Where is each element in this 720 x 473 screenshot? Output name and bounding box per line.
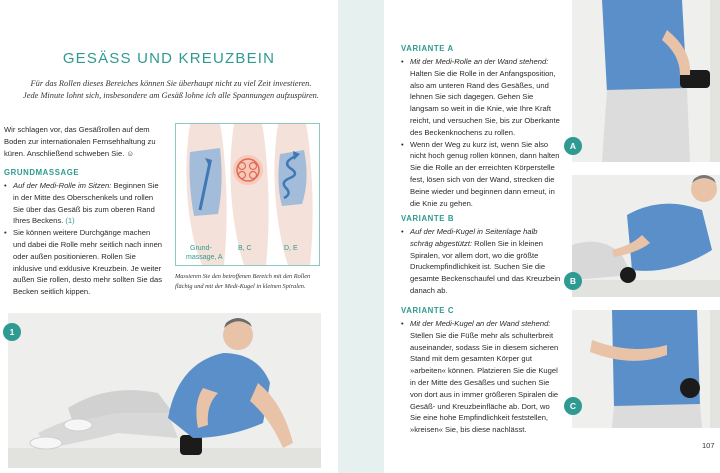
grundmassage-heading: GRUNDMASSAGE [4, 168, 80, 177]
legs-illustration [176, 124, 319, 265]
bullet-lead: Auf der Medi-Rolle im Sitzen: [13, 181, 112, 190]
bullet-text: Rollen Sie in kleinen Spiralen, vor allem dort, wo die größte Druckempfindlichkeit ist. Suchen Sie die gesamte Beckenschaufel und das Kreuzbein danach ab. [410, 238, 561, 295]
list-item [4, 180, 164, 227]
list-item [401, 56, 561, 139]
page-number: 107 [702, 441, 715, 450]
bullet-text: Stellen Sie die Füße mehr als schulterbreit auseinander, sodass Sie in diesem sicheren Stand mit dem gesamten Körper gut »arbeiten« können. Platzieren Sie die Kugel in der Mitte des Gesäßes und suchen Sie von dort aus in immer größeren Spiralen die Gesäß- und Kreuzbeinfläche ab. Dort, wo Sie eine hohe Empfindlichkeit feststellen, »kreisen« Sie, bis diese nachlässt. [410, 330, 559, 435]
bullet-lead: Mit der Medi-Kugel an der Wand stehend: [410, 319, 551, 328]
diagram-label-1a: Grund- [190, 245, 212, 252]
man-wall-roller-photo [572, 0, 720, 162]
man-wall-ball-photo [572, 310, 720, 428]
photo-variante-a [572, 0, 720, 162]
intro-line-1: Für das Rollen dieses Bereiches können Sie überhaupt nicht zu viel Zeit investieren. [30, 79, 312, 88]
photo-badge-b: B [564, 272, 582, 290]
variante-b-list [401, 226, 561, 297]
list-item [401, 139, 561, 210]
diagram-label-3: D, E [284, 245, 298, 252]
bullet-text: Sie können weitere Durchgänge machen und dabei die Rolle mehr seitlich nach innen oder außen positionieren. Rollen Sie inklusive und exklusive Kreuzbein. Je weiter außen Sie rollen, desto mehr sollten Sie das Becken seitlich kippen. [13, 228, 163, 297]
photo-reference: (1) [65, 216, 75, 226]
photo-grundmassage [8, 313, 321, 468]
diagram-caption: Massieren Sie den betroffenen Bereich mit den Rollen flächig und mit der Medi-Kugel in kleinen Spiralen. [175, 273, 311, 290]
photo-badge-c: C [564, 397, 582, 415]
photo-badge-a: A [564, 137, 582, 155]
list-item [401, 226, 561, 297]
man-rolling-photo [8, 313, 321, 468]
bullet-text: Wenn der Weg zu kurz ist, wenn Sie also nicht hoch genug rollen können, dann halten Sie die Rolle an der erreichten Körperstelle fest, lösen sich von der Wand, strecken die Beine wieder und beginnen dann erneut, in die Knie zu gehen. [410, 139, 560, 208]
bullet-lead: Mit der Medi-Rolle an der Wand stehend: [410, 57, 549, 66]
grundmassage-list [4, 180, 164, 298]
bullet-lead: Auf der Medi-Kugel in Seitenlage halb schräg abgestützt: [410, 227, 538, 248]
intro-paragraph: Wir schlagen vor, das Gesäßrollen auf dem Boden zur internationalen Fernsehhaltung zu küren. Anschließend schweben Sie. ☺ [4, 125, 156, 158]
diagram-label-2: B, C [238, 245, 252, 252]
intro-text [14, 78, 328, 102]
list-item [4, 227, 164, 298]
bullet-text: Halten Sie die Rolle in der Anfangsposition, also am unteren Rand des Gesäßes, und lehnen Sie sich dagegen. Gehen Sie langsam so weit in die Knie, wie Ihre Kraft reicht, und versuchen Sie, bis zur Oberkante des Beckenknochens zu rollen. [410, 68, 560, 137]
photo-variante-c [572, 310, 720, 428]
variante-a-heading: VARIANTE A [401, 44, 454, 53]
variante-b-heading: VARIANTE B [401, 214, 455, 223]
variante-a-list [401, 56, 561, 209]
bullet-text: Beginnen Sie in der Mitte des Oberschenkels und rollen Sie über das Gesäß bis zum oberen Rand Ihres Beckens. [13, 181, 159, 226]
man-side-ball-photo [572, 175, 720, 297]
photo-variante-b [572, 175, 720, 297]
list-item [401, 318, 561, 436]
massage-diagram [175, 123, 320, 266]
intro-line-2: Jede Minute lohnt sich, insbesondere am Gesäß lohne ich alle Spannungen aufzuspüren. [23, 91, 319, 100]
variante-c-list [401, 318, 561, 436]
page-gutter [338, 0, 384, 473]
section-title: GESÄSS UND KREUZBEIN [62, 50, 276, 67]
photo-badge-1: 1 [3, 323, 21, 341]
variante-c-heading: VARIANTE C [401, 306, 455, 315]
diagram-label-1b: massage, A [186, 254, 223, 261]
